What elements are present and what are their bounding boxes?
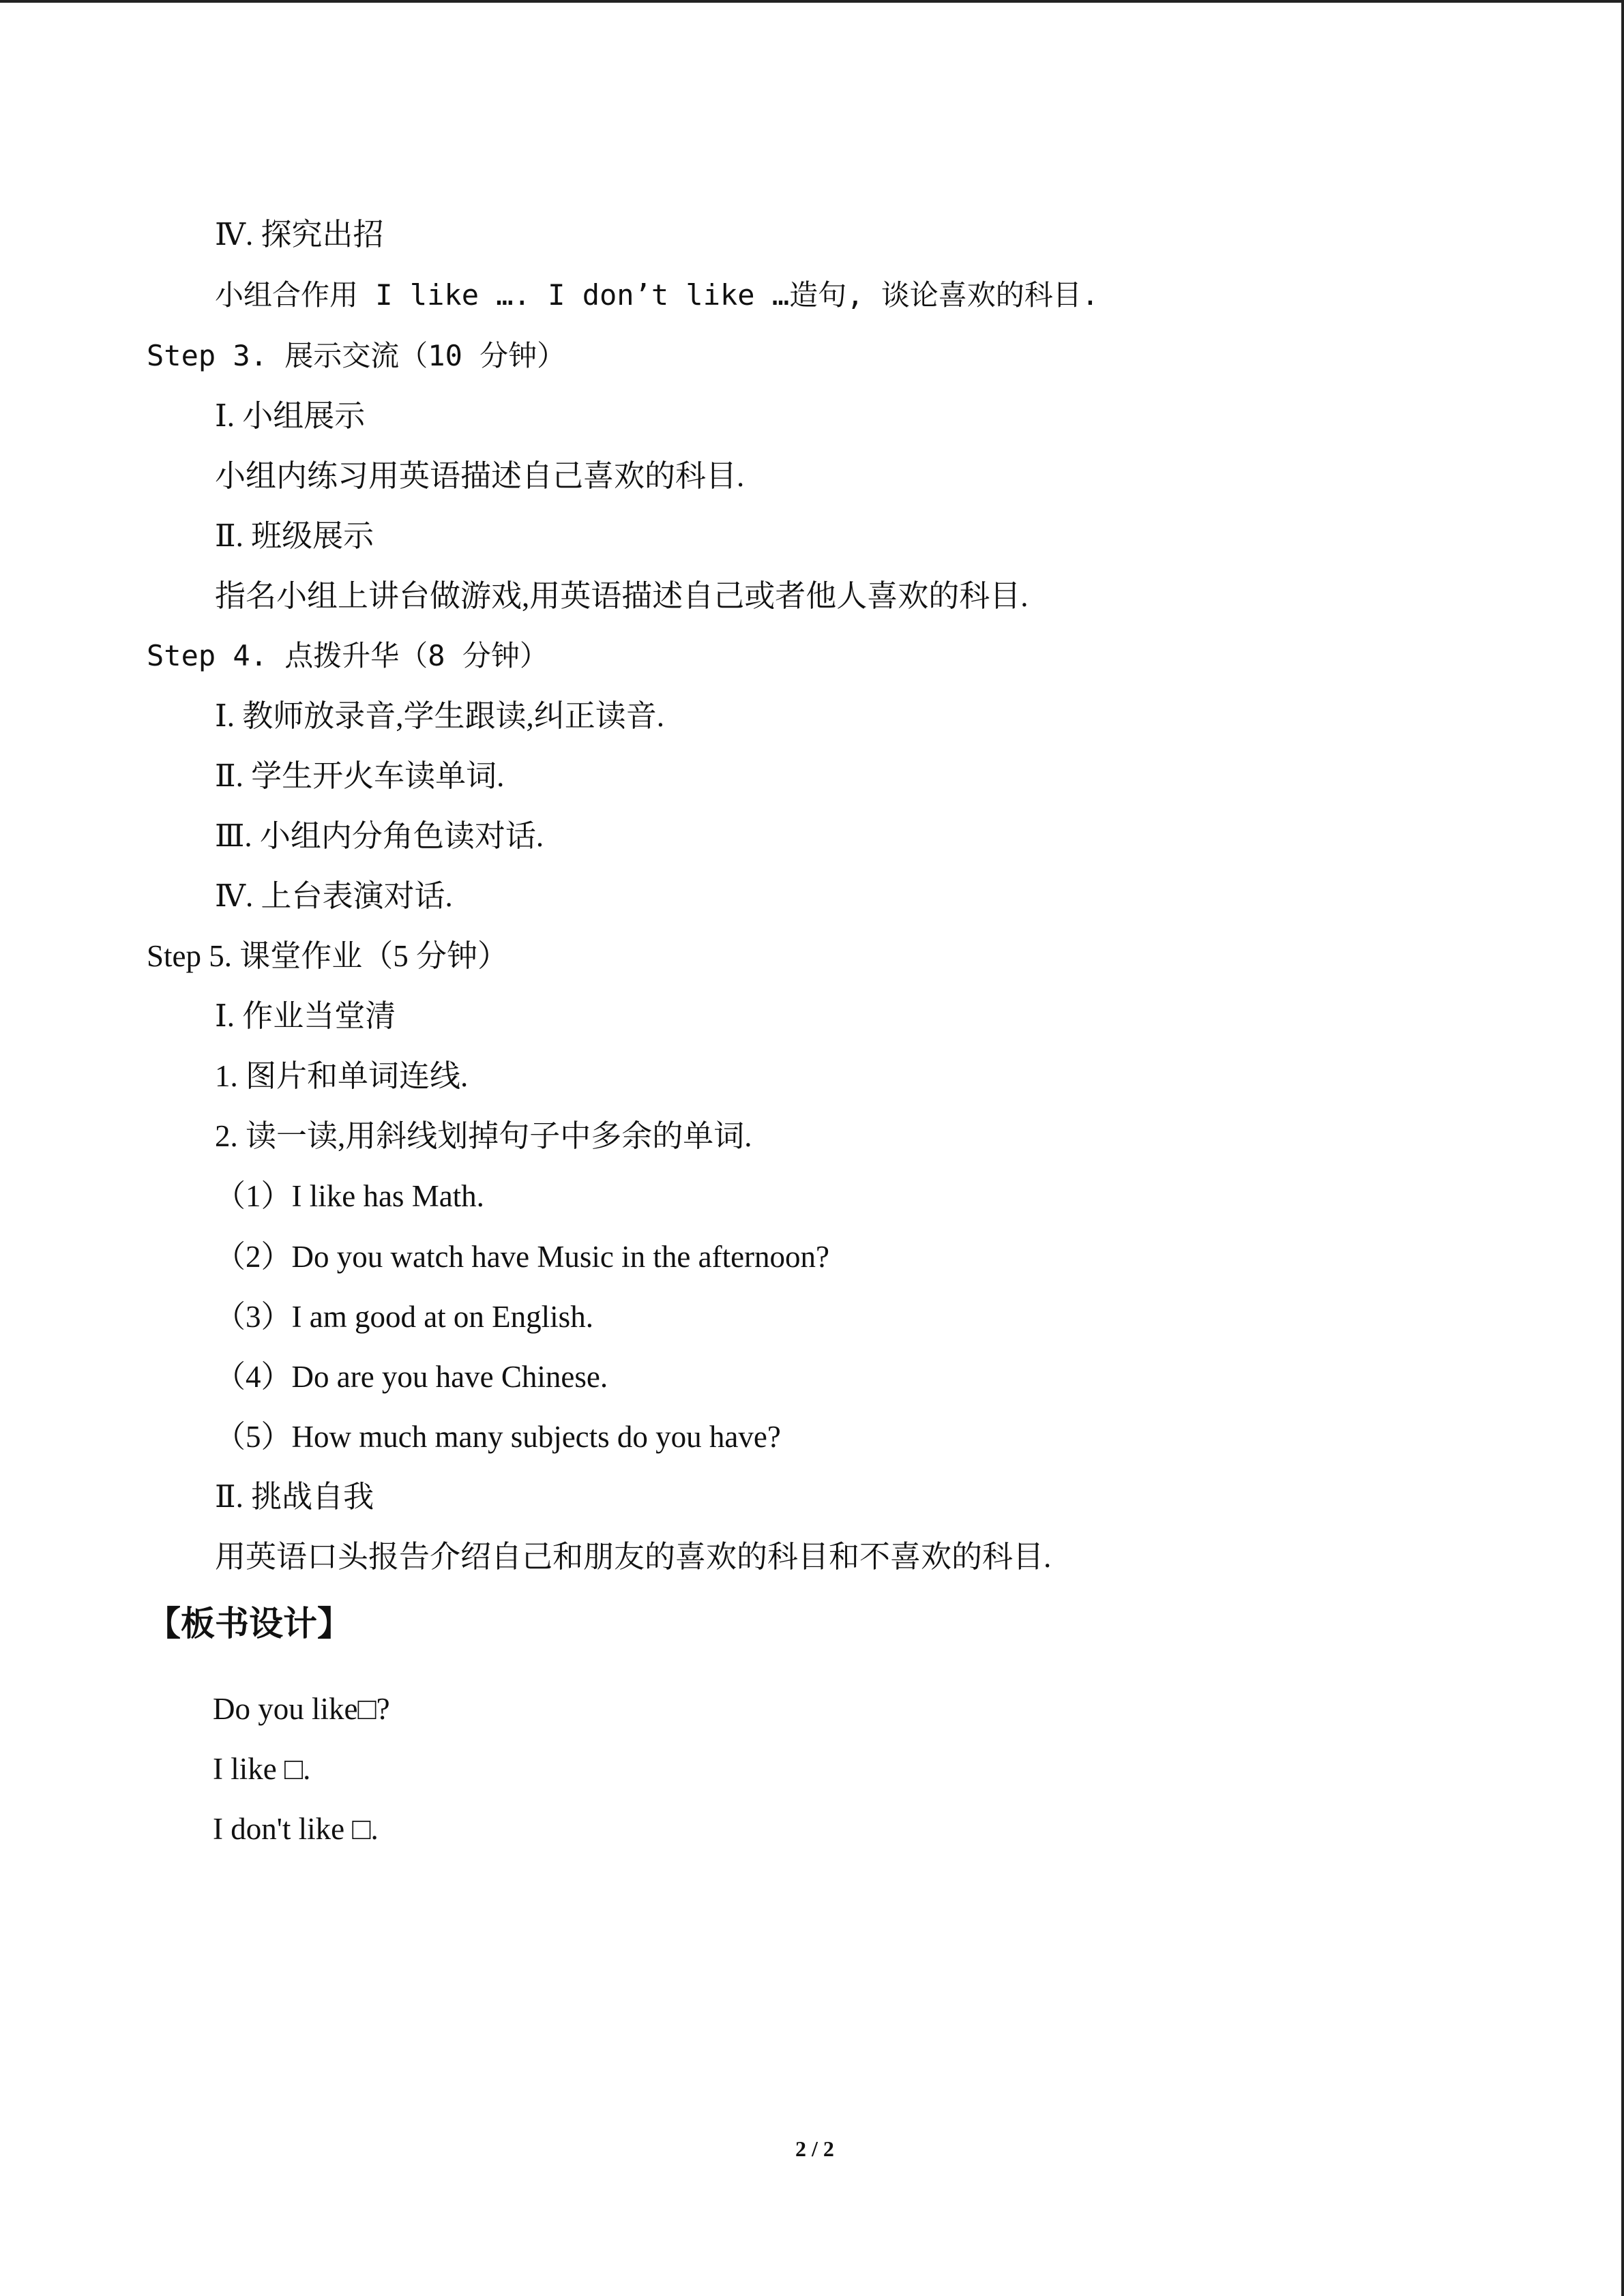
sentence-1: （1）I like has Math. <box>215 1179 484 1213</box>
paragraph-group-work: 小组合作用 I like …. I don’t like …造句, 谈论喜欢的科目. <box>215 278 1099 312</box>
item-role-reading: Ⅲ. 小组内分角色读对话. <box>215 819 544 853</box>
subheading-homework: Ⅰ. 作业当堂清 <box>215 999 396 1033</box>
step-3-heading: Step 3. 展示交流（10 分钟） <box>147 339 566 372</box>
item-train-reading: Ⅱ. 学生开火车读单词. <box>215 759 505 793</box>
sentence-5: （5）How much many subjects do you have? <box>215 1420 781 1454</box>
subheading-class-show: Ⅱ. 班级展示 <box>215 519 374 553</box>
step-5-heading: Step 5. 课堂作业（5 分钟） <box>147 939 509 973</box>
page-number: 2 / 2 <box>795 2136 834 2161</box>
sentence-4: （4）Do are you have Chinese. <box>215 1360 608 1394</box>
item-recording: Ⅰ. 教师放录音,学生跟读,纠正读音. <box>215 699 665 733</box>
item-perform: Ⅳ. 上台表演对话. <box>215 879 453 913</box>
board-line-2: I like □. <box>213 1752 311 1786</box>
board-design-heading: 【板书设计】 <box>147 1604 351 1643</box>
paragraph-oral-report: 用英语口头报告介绍自己和朋友的喜欢的科目和不喜欢的科目. <box>215 1540 1052 1574</box>
board-line-3: I don't like □. <box>213 1812 379 1846</box>
exercise-1: 1. 图片和单词连线. <box>215 1059 469 1093</box>
exercise-2: 2. 读一读,用斜线划掉句子中多余的单词. <box>215 1119 752 1153</box>
subheading-group-show: Ⅰ. 小组展示 <box>215 399 366 433</box>
section-heading-explore: Ⅳ. 探究出招 <box>215 218 384 252</box>
board-line-1: Do you like□? <box>213 1692 390 1726</box>
sentence-2: （2）Do you watch have Music in the afternoon? <box>215 1240 830 1274</box>
subheading-challenge: Ⅱ. 挑战自我 <box>215 1480 374 1514</box>
sentence-3: （3）I am good at on English. <box>215 1300 593 1334</box>
paragraph-group-practice: 小组内练习用英语描述自己喜欢的科目. <box>215 459 745 493</box>
paragraph-class-game: 指名小组上讲台做游戏,用英语描述自己或者他人喜欢的科目. <box>215 579 1029 613</box>
step-4-heading: Step 4. 点拨升华（8 分钟） <box>147 639 548 672</box>
page-border-top <box>0 0 1624 3</box>
page-border-right <box>1621 0 1624 2296</box>
